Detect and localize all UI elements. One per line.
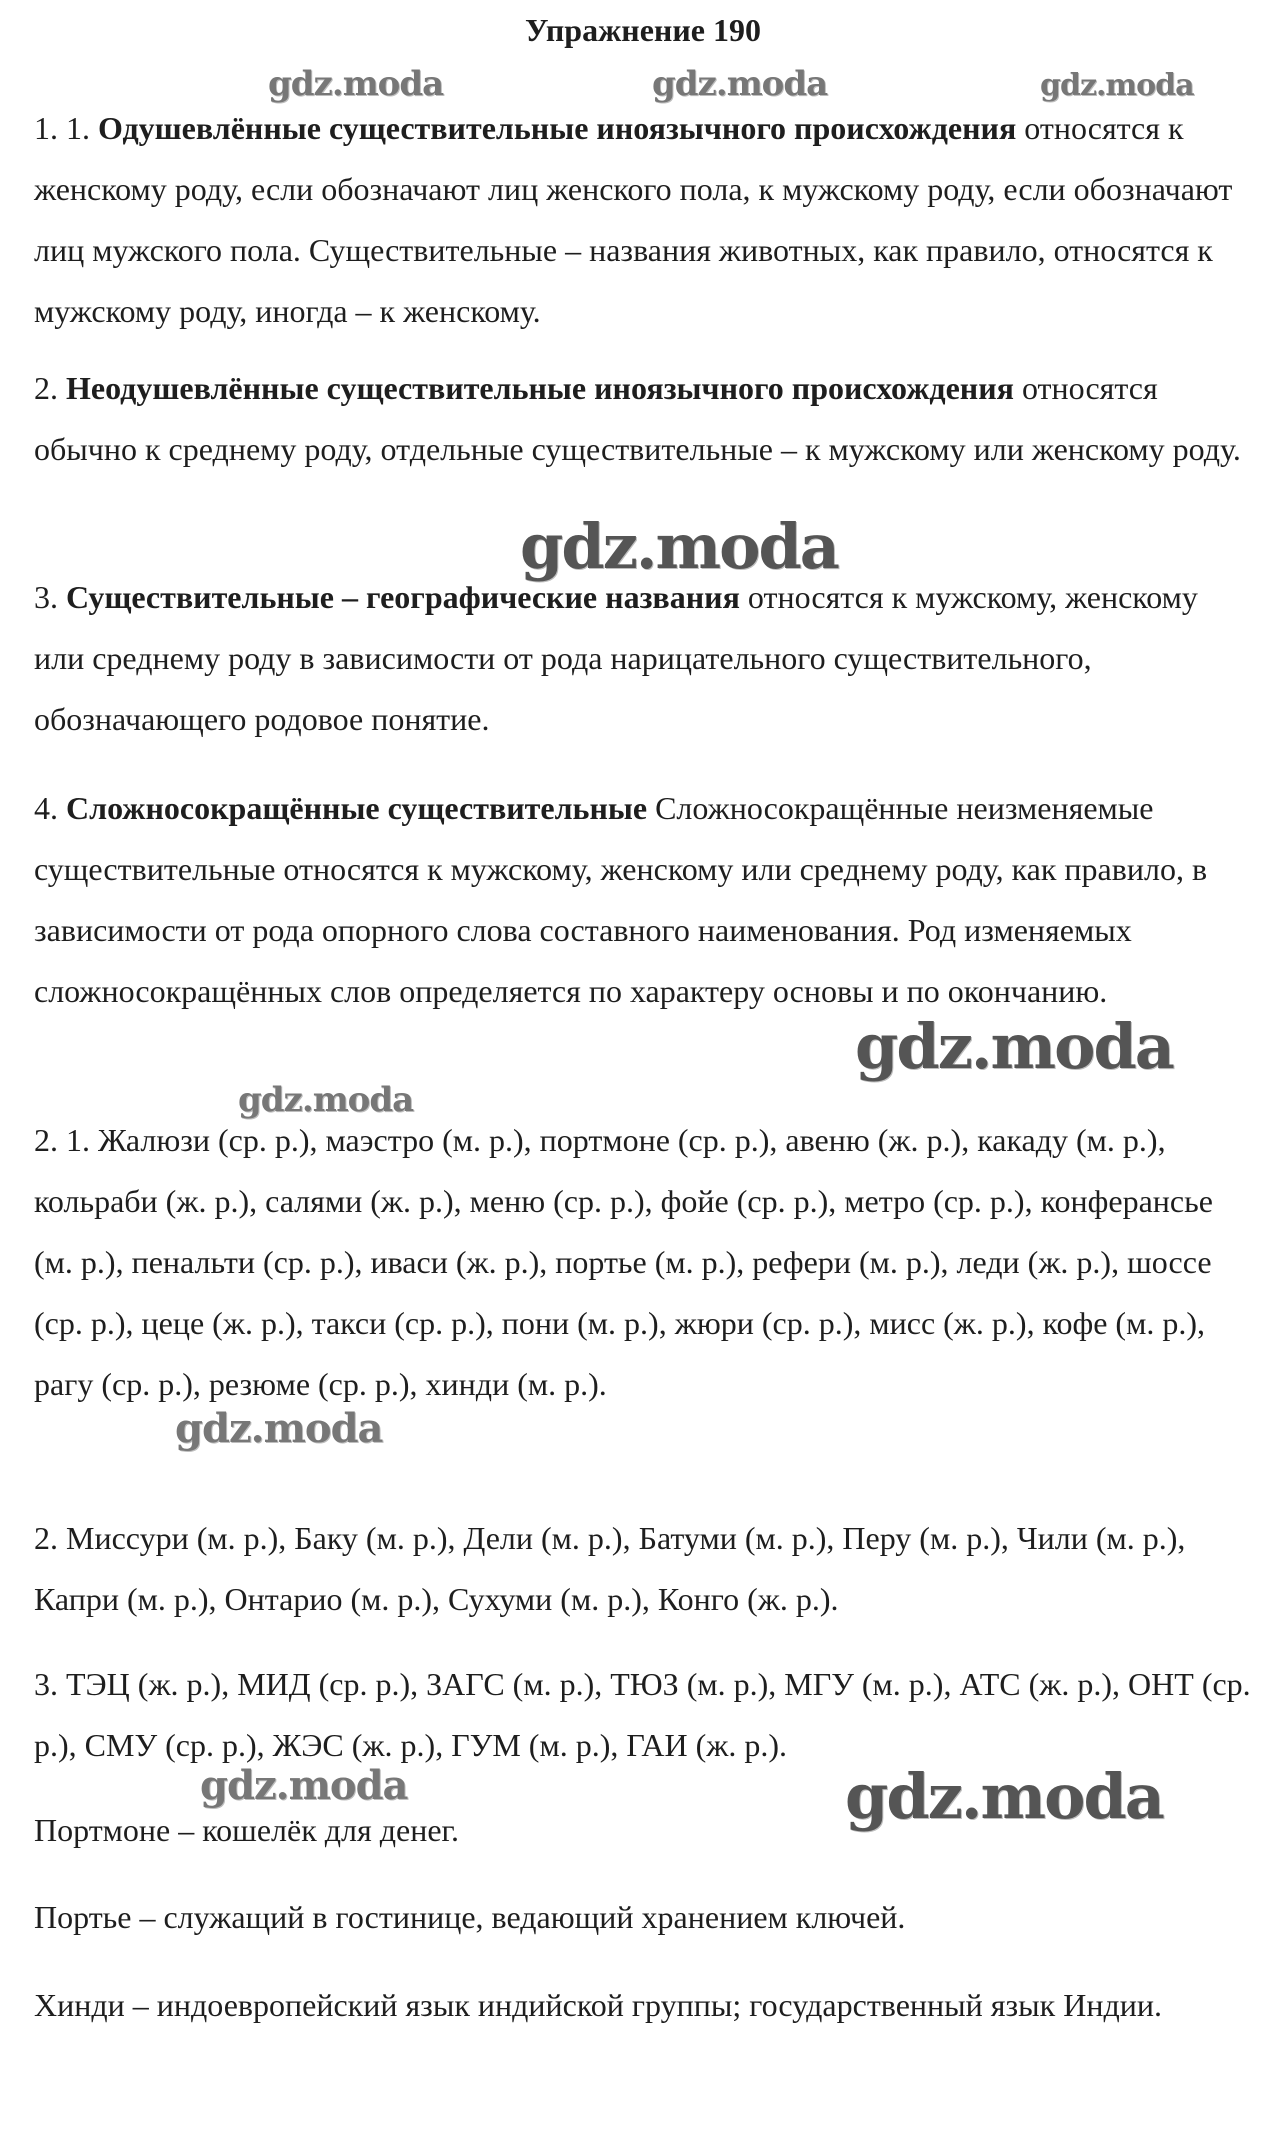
geographic-list: 2. Миссури (м. р.), Баку (м. р.), Дели (м. р.), Батуми (м. р.), Перу (м. р.), Чили (м. р.), Капри (м. р.), Онтарио (м. р.), Сухуми (м. р.), Конго (ж. р.). bbox=[34, 1520, 1186, 1617]
watermark-logo: gdz.moda bbox=[268, 64, 444, 104]
definition-portmone: Портмоне – кошелёк для денег. bbox=[34, 1812, 460, 1848]
watermark-logo: gdz.moda bbox=[1040, 68, 1194, 103]
rule-2: 2. Неодушевлённые существительные иноязычного происхождения относятся обычно к среднему роду, отдельные существительные – к мужскому или женскому роду. bbox=[34, 370, 1241, 467]
rule-3-heading: Существительные – географические названия bbox=[66, 579, 740, 615]
definition-hindi: Хинди – индоевропейский язык индийской группы; государственный язык Индии. bbox=[34, 1987, 1162, 2023]
watermark-logo: gdz.moda bbox=[238, 1080, 414, 1120]
rule-4-heading: Сложносокращённые существительные bbox=[66, 790, 648, 826]
rule-2-heading: Неодушевлённые существительные иноязычного происхождения bbox=[66, 370, 1014, 406]
rule-1-heading: Одушевлённые существительные иноязычного происхождения bbox=[98, 110, 1017, 146]
watermark-logo: gdz.moda bbox=[855, 1010, 1173, 1083]
watermark-logo: gdz.moda bbox=[845, 1760, 1163, 1833]
watermark-logo: gdz.moda bbox=[652, 64, 828, 104]
rule-4: 4. Сложносокращённые существительные Сложносокращённые неизменяемые существительные относятся к мужскому, женскому или среднему роду, как правило, в зависимости от рода опорного слова составного наименования. Род изменяемых сложносокращённых слов определяется по характеру основы и по окончанию. bbox=[34, 790, 1208, 1009]
rule-3: 3. Существительные – географические названия относятся к мужскому, женскому или среднему роду в зависимости от рода нарицательного существительного, обозначающего родовое понятие. bbox=[34, 579, 1198, 737]
abbreviations-list: 3. ТЭЦ (ж. р.), МИД (ср. р.), ЗАГС (м. р.), ТЮЗ (м. р.), МГУ (м. р.), АТС (ж. р.), ОНТ (ср. р.), СМУ (ср. р.), ЖЭС (ж. р.), ГУМ (м. р.), ГАИ (ж. р.). bbox=[34, 1666, 1251, 1763]
rule-1: 1. 1. Одушевлённые существительные иноязычного происхождения относятся к женскому роду, если обозначают лиц женского пола, к мужскому роду, если обозначают лиц мужского пола. Существительные – названия животных, как правило, относятся к мужскому роду, иногда – к женскому. bbox=[34, 110, 1233, 329]
nouns-list: 2. 1. Жалюзи (ср. р.), маэстро (м. р.), портмоне (ср. р.), авеню (ж. р.), какаду (м. р.), кольраби (ж. р.), салями (ж. р.), меню (ср. р.), фойе (ср. р.), метро (ср. р.), конферансье (м. р.), пенальти (ср. р.), иваси (ж. р.), портье (м. р.), рефери (м. р.), леди (ж. р.), шоссе (ср. р.), цеце (ж. р.), такси (ср. р.), пони (м. р.), жюри (ср. р.), мисс (ж. р.), кофе (м. р.), рагу (ср. р.), резюме (ср. р.), хинди (м. р.). bbox=[34, 1122, 1213, 1402]
watermark-logo: gdz.moda bbox=[175, 1405, 383, 1452]
page-title: Упражнение 190 bbox=[524, 12, 761, 48]
watermark-logo: gdz.moda bbox=[200, 1762, 408, 1809]
watermark-logo: gdz.moda bbox=[520, 510, 838, 583]
definition-portie: Портье – служащий в гостинице, ведающий хранением ключей. bbox=[34, 1899, 906, 1935]
